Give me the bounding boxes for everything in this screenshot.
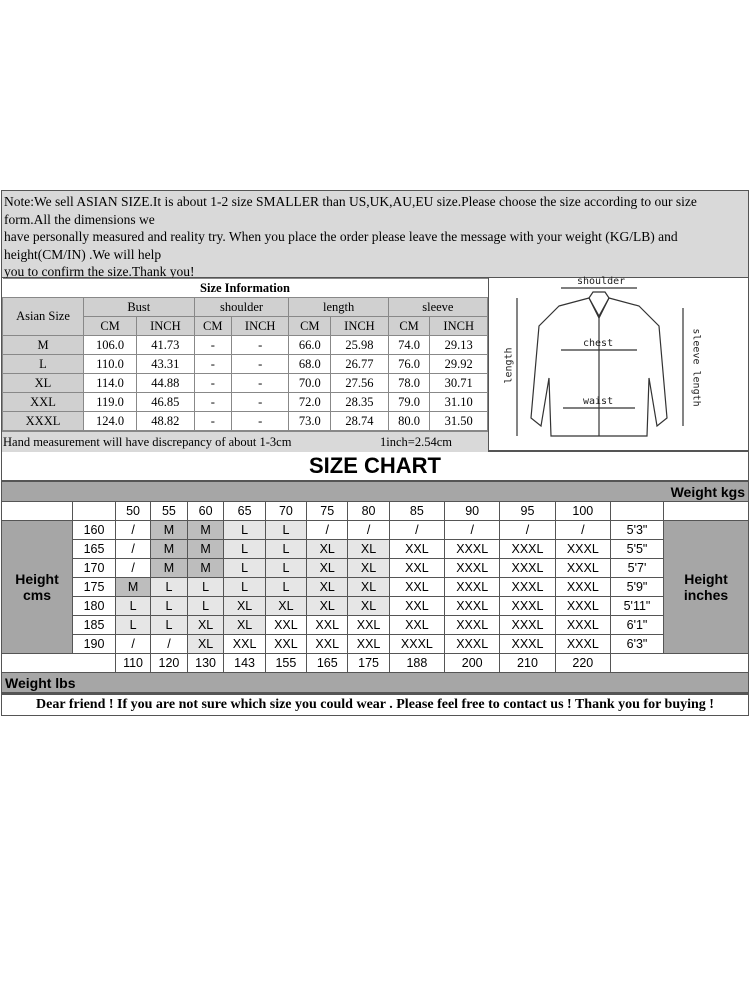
shoulder-header: shoulder — [194, 298, 289, 317]
height-cm-cell: 190 — [73, 635, 116, 654]
height-cms-label: Height cms — [2, 521, 73, 654]
asian-size-cell: XL — [3, 374, 84, 393]
size-chart-row — [2, 616, 749, 635]
measurement-cell: 44.88 — [137, 374, 195, 393]
measurement-cell: 31.10 — [430, 393, 488, 412]
footer-message: Dear friend ! If you are not sure which size you could wear . Please feel free to contact us ! Thank you for buying ! — [1, 693, 749, 716]
size-chart-table — [1, 481, 749, 693]
size-cell: XL — [348, 578, 389, 597]
size-cell: M — [151, 521, 188, 540]
size-cell: XL — [348, 559, 389, 578]
size-guide — [1, 190, 749, 716]
size-cell: / — [116, 635, 151, 654]
size-cell: XXL — [348, 616, 389, 635]
size-cell: XXXL — [445, 597, 500, 616]
size-cell: / — [307, 521, 348, 540]
size-cell: XXL — [389, 616, 444, 635]
corner-cell — [611, 502, 664, 521]
size-cell: L — [224, 578, 265, 597]
size-cell: XXL — [389, 559, 444, 578]
asian-size-cell: L — [3, 355, 84, 374]
length-header: length — [289, 298, 388, 317]
height-inch-cell: 5'7' — [611, 559, 664, 578]
height-cm-cell: 165 — [73, 540, 116, 559]
size-cell: L — [187, 597, 224, 616]
kg-header-cell: 55 — [151, 502, 188, 521]
size-cell: L — [265, 578, 306, 597]
size-cell: XL — [348, 597, 389, 616]
measurement-cell: 78.0 — [388, 374, 430, 393]
height-inches-label: Height inches — [664, 521, 749, 654]
size-cell: XXL — [389, 578, 444, 597]
kg-header-cell: 70 — [265, 502, 306, 521]
measurement-cell: 76.0 — [388, 355, 430, 374]
corner-cell — [664, 502, 749, 521]
size-cell: XL — [307, 559, 348, 578]
size-cell: XXXL — [445, 635, 500, 654]
size-cell: L — [116, 616, 151, 635]
size-cell: XL — [348, 540, 389, 559]
unit-header: INCH — [231, 317, 289, 336]
unit-header: CM — [84, 317, 137, 336]
size-cell: / — [151, 635, 188, 654]
measurement-cell: 48.82 — [137, 412, 195, 431]
measurement-cell: - — [231, 374, 289, 393]
size-cell: XXXL — [445, 578, 500, 597]
sleeve-header: sleeve — [388, 298, 487, 317]
measurement-cell: - — [231, 393, 289, 412]
size-cell: XL — [307, 597, 348, 616]
size-cell: / — [445, 521, 500, 540]
size-cell: L — [116, 597, 151, 616]
corner-cell — [73, 502, 116, 521]
note-line-2: have personally measured and reality try. When you place the order please leave the message with your weight (KG/LB) and height(CM/IN) .We will help — [4, 229, 678, 262]
size-cell: XXL — [265, 616, 306, 635]
measurement-cell: 26.77 — [331, 355, 389, 374]
corner-cell — [2, 654, 116, 673]
lbs-row — [2, 654, 749, 673]
kg-header-cell: 50 — [116, 502, 151, 521]
measurement-cell: 28.35 — [331, 393, 389, 412]
measurement-cell: - — [231, 336, 289, 355]
size-chart-row — [2, 597, 749, 616]
size-cell: L — [151, 578, 188, 597]
lbs-cell: 130 — [187, 654, 224, 673]
size-cell: L — [265, 540, 306, 559]
size-cell: XXL — [265, 635, 306, 654]
lbs-cell: 110 — [116, 654, 151, 673]
unit-header: CM — [289, 317, 331, 336]
lbs-cell: 200 — [445, 654, 500, 673]
hand-measurement-note: Hand measurement will have discrepancy of about 1-3cm — [3, 435, 292, 449]
size-cell: XXXL — [555, 540, 610, 559]
size-cell: XXXL — [500, 616, 555, 635]
size-cell: M — [187, 521, 224, 540]
inch-conversion-note: 1inch=2.54cm — [380, 435, 452, 449]
measurement-cell: 79.0 — [388, 393, 430, 412]
size-cell: M — [151, 540, 188, 559]
size-cell: XL — [224, 616, 265, 635]
measurement-cell: - — [231, 355, 289, 374]
size-cell: L — [151, 616, 188, 635]
size-cell: / — [116, 559, 151, 578]
shoulder-label: shoulder — [577, 276, 626, 287]
height-inch-cell: 5'11" — [611, 597, 664, 616]
measurement-cell: 29.92 — [430, 355, 488, 374]
size-cell: L — [224, 521, 265, 540]
size-cell: / — [116, 521, 151, 540]
kg-header-cell: 90 — [445, 502, 500, 521]
height-inch-cell: 5'5" — [611, 540, 664, 559]
unit-header: INCH — [137, 317, 195, 336]
height-cm-cell: 160 — [73, 521, 116, 540]
size-cell: / — [116, 540, 151, 559]
height-inch-cell: 5'9" — [611, 578, 664, 597]
size-cell: XL — [187, 635, 224, 654]
size-chart-row — [2, 521, 749, 540]
size-cell: / — [555, 521, 610, 540]
size-cell: / — [500, 521, 555, 540]
size-cell: L — [151, 597, 188, 616]
shirt-diagram-panel — [489, 278, 748, 450]
measurement-cell: 73.0 — [289, 412, 331, 431]
unit-header: INCH — [430, 317, 488, 336]
waist-label: waist — [583, 396, 614, 407]
measurement-cell: 46.85 — [137, 393, 195, 412]
size-chart-body — [2, 521, 749, 654]
size-cell: XXXL — [500, 578, 555, 597]
measurement-cell: - — [194, 336, 231, 355]
shirt-collar-outline — [589, 292, 609, 318]
size-cell: XXL — [348, 635, 389, 654]
measurement-cell: 70.0 — [289, 374, 331, 393]
height-cm-cell: 170 — [73, 559, 116, 578]
measurement-cell: 119.0 — [84, 393, 137, 412]
measurement-cell: 31.50 — [430, 412, 488, 431]
size-information-row — [3, 412, 488, 431]
measurement-cell: 80.0 — [388, 412, 430, 431]
measurement-cell: - — [231, 412, 289, 431]
note-line-3: you to confirm the size.Thank you! — [4, 264, 195, 279]
height-cm-cell: 185 — [73, 616, 116, 635]
measurement-cell: 28.74 — [331, 412, 389, 431]
measurement-cell: - — [194, 412, 231, 431]
size-cell: L — [265, 559, 306, 578]
measurement-cell: 66.0 — [289, 336, 331, 355]
height-cm-cell: 175 — [73, 578, 116, 597]
measurement-cell: 124.0 — [84, 412, 137, 431]
shirt-diagram — [489, 278, 747, 450]
size-cell: XL — [307, 578, 348, 597]
size-cell: XXXL — [555, 616, 610, 635]
size-cell: XL — [187, 616, 224, 635]
unit-header: CM — [388, 317, 430, 336]
bust-header: Bust — [84, 298, 195, 317]
measurement-cell: 29.13 — [430, 336, 488, 355]
size-information-section — [1, 278, 749, 450]
size-cell: XXXL — [555, 635, 610, 654]
unit-header: INCH — [331, 317, 389, 336]
size-cell: M — [187, 559, 224, 578]
lbs-cell: 165 — [307, 654, 348, 673]
height-inch-cell: 6'3" — [611, 635, 664, 654]
measurement-cell: 68.0 — [289, 355, 331, 374]
lbs-cell: 120 — [151, 654, 188, 673]
size-cell: L — [224, 559, 265, 578]
size-cell: / — [389, 521, 444, 540]
size-information-title: Size Information — [3, 279, 488, 298]
size-cell: / — [348, 521, 389, 540]
size-cell: XXL — [307, 635, 348, 654]
measurement-cell: 27.56 — [331, 374, 389, 393]
chest-label: chest — [583, 338, 614, 349]
measurement-cell: 41.73 — [137, 336, 195, 355]
measurement-cell: 72.0 — [289, 393, 331, 412]
size-information-table — [2, 278, 488, 431]
size-cell: XL — [307, 540, 348, 559]
size-cell: XXL — [389, 540, 444, 559]
measurement-cell: 110.0 — [84, 355, 137, 374]
size-cell: XXL — [307, 616, 348, 635]
size-cell: L — [265, 521, 306, 540]
size-cell: XXXL — [445, 540, 500, 559]
weight-lbs-label: Weight lbs — [2, 673, 749, 693]
sleeve-length-label: sleeve length — [690, 328, 702, 407]
lbs-cell: 210 — [500, 654, 555, 673]
size-cell: M — [116, 578, 151, 597]
weight-kgs-label: Weight kgs — [2, 482, 749, 502]
size-information-body — [3, 336, 488, 431]
size-cell: XXXL — [500, 635, 555, 654]
height-inch-cell: 5'3" — [611, 521, 664, 540]
lbs-cell: 220 — [555, 654, 610, 673]
size-cell: L — [224, 540, 265, 559]
size-information-panel — [2, 278, 489, 450]
size-chart-title: SIZE CHART — [1, 450, 749, 481]
measurement-cell: - — [194, 374, 231, 393]
size-information-row — [3, 336, 488, 355]
size-cell: XL — [224, 597, 265, 616]
kg-header-cell: 100 — [555, 502, 610, 521]
size-cell: XXXL — [445, 559, 500, 578]
measurement-cell: - — [194, 393, 231, 412]
kg-header-cell: 65 — [224, 502, 265, 521]
lbs-cell: 155 — [265, 654, 306, 673]
size-chart-row — [2, 578, 749, 597]
kg-header-cell: 60 — [187, 502, 224, 521]
height-cm-cell: 180 — [73, 597, 116, 616]
size-cell: M — [187, 540, 224, 559]
size-cell: L — [187, 578, 224, 597]
size-chart-row — [2, 635, 749, 654]
asian-size-cell: XXL — [3, 393, 84, 412]
size-note — [1, 190, 749, 278]
measurement-cell: - — [194, 355, 231, 374]
size-cell: XXXL — [445, 616, 500, 635]
kg-header-cell: 95 — [500, 502, 555, 521]
size-chart-row — [2, 540, 749, 559]
measurement-note-bar — [2, 431, 488, 452]
length-label: length — [503, 347, 515, 384]
measurement-cell: 30.71 — [430, 374, 488, 393]
kg-header-row — [2, 502, 749, 521]
kg-header-cell: 75 — [307, 502, 348, 521]
corner-cell — [2, 502, 73, 521]
lbs-cell: 175 — [348, 654, 389, 673]
size-cell: XL — [265, 597, 306, 616]
size-cell: XXL — [224, 635, 265, 654]
measurement-cell: 43.31 — [137, 355, 195, 374]
size-cell: XXXL — [500, 597, 555, 616]
size-cell: XXL — [389, 597, 444, 616]
kg-header-cell: 85 — [389, 502, 444, 521]
measurement-cell: 74.0 — [388, 336, 430, 355]
asian-size-cell: M — [3, 336, 84, 355]
lbs-cell: 188 — [389, 654, 444, 673]
asian-size-cell: XXXL — [3, 412, 84, 431]
note-line-1: Note:We sell ASIAN SIZE.It is about 1-2 size SMALLER than US,UK,AU,EU size.Please choose the size according to our size form.All the dimensions we — [4, 194, 697, 227]
asian-size-header: Asian Size — [3, 298, 84, 336]
size-cell: XXXL — [389, 635, 444, 654]
lbs-cell: 143 — [224, 654, 265, 673]
size-information-row — [3, 355, 488, 374]
size-chart-row — [2, 559, 749, 578]
measurement-cell: 106.0 — [84, 336, 137, 355]
size-cell: XXXL — [500, 540, 555, 559]
size-cell: XXXL — [555, 578, 610, 597]
height-inch-cell: 6'1" — [611, 616, 664, 635]
size-information-row — [3, 374, 488, 393]
measurement-cell: 25.98 — [331, 336, 389, 355]
measurement-cell: 114.0 — [84, 374, 137, 393]
size-cell: M — [151, 559, 188, 578]
size-cell: XXXL — [500, 559, 555, 578]
corner-cell — [611, 654, 749, 673]
unit-header: CM — [194, 317, 231, 336]
size-cell: XXXL — [555, 597, 610, 616]
size-cell: XXXL — [555, 559, 610, 578]
size-information-row — [3, 393, 488, 412]
kg-header-cell: 80 — [348, 502, 389, 521]
